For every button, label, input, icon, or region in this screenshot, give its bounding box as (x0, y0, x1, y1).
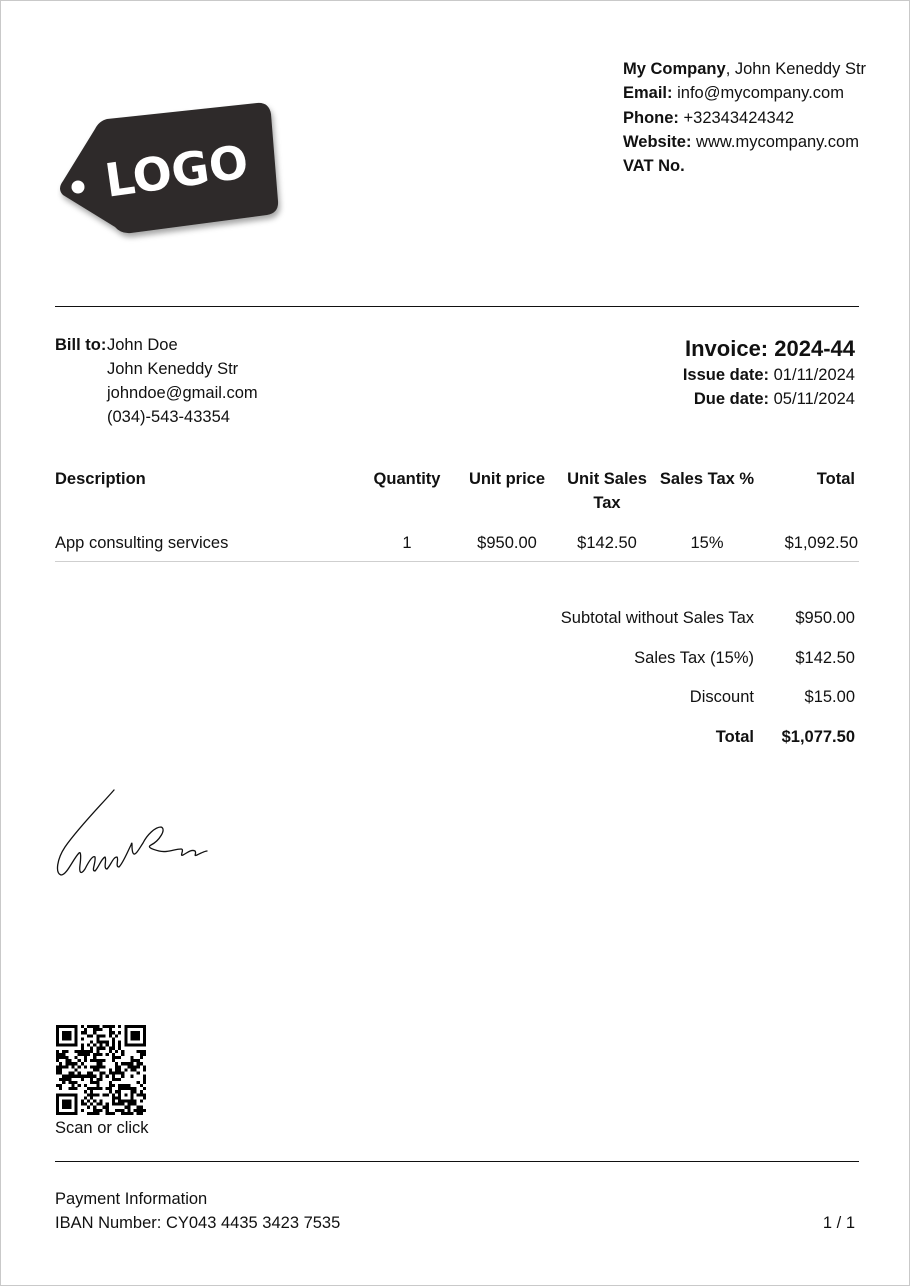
company-vat-line (623, 154, 866, 178)
company-logo (57, 99, 287, 244)
issue-date: 01/11/2024 (769, 366, 855, 384)
company-website: www.mycompany.com (691, 132, 859, 151)
company-email-line (623, 81, 866, 105)
due-date-line (683, 387, 855, 411)
issue-date-line (683, 363, 855, 387)
col-header-unit-price: Unit price (468, 470, 546, 488)
company-address: , John Keneddy Str (725, 60, 867, 78)
col-header-unit-sales-tax-line2: Tax (593, 494, 621, 512)
cell-unit-price: $950.00 (477, 534, 537, 552)
company-phone: +32343424342 (678, 108, 795, 127)
due-date-label: Due date: (693, 390, 770, 408)
col-header-quantity: Quantity (373, 470, 441, 488)
table-row-divider (55, 561, 859, 562)
invoice-title (683, 335, 855, 363)
tax-label: Sales Tax (15%) (634, 649, 754, 667)
cell-sales-tax-pct: 15% (690, 534, 724, 552)
col-header-description: Description (55, 470, 146, 488)
qr-code[interactable] (56, 1025, 146, 1115)
col-header-unit-sales-tax-line1: Unit Sales (567, 470, 647, 488)
col-header-sales-tax-pct: Sales Tax % (659, 470, 755, 488)
bill-to-name: John Doe (107, 336, 178, 354)
issue-date-label: Issue date: (682, 366, 770, 384)
company-name: My Company (623, 60, 726, 78)
header-divider (55, 306, 859, 307)
cell-unit-sales-tax: $142.50 (577, 534, 637, 552)
iban-value: CY043 4435 3423 7535 (161, 1214, 341, 1232)
bill-to-phone: (034)-543-43354 (107, 408, 230, 426)
bill-to-email: johndoe@gmail.com (107, 384, 258, 402)
col-header-unit-sales-tax (557, 467, 657, 515)
subtotal-label: Subtotal without Sales Tax (560, 609, 754, 627)
due-date: 05/11/2024 (769, 390, 855, 408)
cell-quantity: 1 (402, 534, 412, 552)
iban-label: IBAN Number: (55, 1214, 162, 1232)
payment-title: Payment Information (55, 1190, 208, 1208)
company-email: info@mycompany.com (672, 84, 844, 103)
iban-line (55, 1211, 340, 1235)
qr-caption: Scan or click (55, 1119, 149, 1137)
discount-label: Discount (689, 688, 754, 706)
company-email-label: Email: (623, 84, 673, 103)
payment-info (55, 1187, 340, 1235)
bill-to-street: John Keneddy Str (107, 360, 239, 378)
company-phone-line (623, 106, 866, 130)
company-phone-label: Phone: (623, 108, 679, 127)
tax-value: $142.50 (795, 649, 855, 667)
logo-text: LOGO (101, 134, 252, 208)
company-name-line (623, 57, 866, 81)
bill-to-label: Bill to: (55, 336, 107, 354)
cell-total: $1,092.50 (784, 534, 858, 552)
col-header-total: Total (816, 470, 855, 488)
company-vat-label: VAT No. (623, 157, 685, 176)
total-value: $1,077.50 (781, 728, 855, 746)
page-number: 1 / 1 (822, 1214, 855, 1232)
invoice-number: 2024-44 (768, 336, 855, 361)
invoice-meta (683, 335, 855, 411)
subtotal-value: $950.00 (795, 609, 855, 627)
company-info (623, 57, 866, 178)
cell-description: App consulting services (55, 534, 229, 552)
company-website-label: Website: (623, 132, 692, 151)
bill-to-details (107, 333, 258, 429)
total-label: Total (715, 728, 754, 746)
discount-value: $15.00 (804, 688, 855, 706)
company-website-line (623, 130, 866, 154)
footer-divider (55, 1161, 859, 1162)
invoice-label: Invoice: (685, 336, 769, 361)
signature (51, 787, 211, 882)
